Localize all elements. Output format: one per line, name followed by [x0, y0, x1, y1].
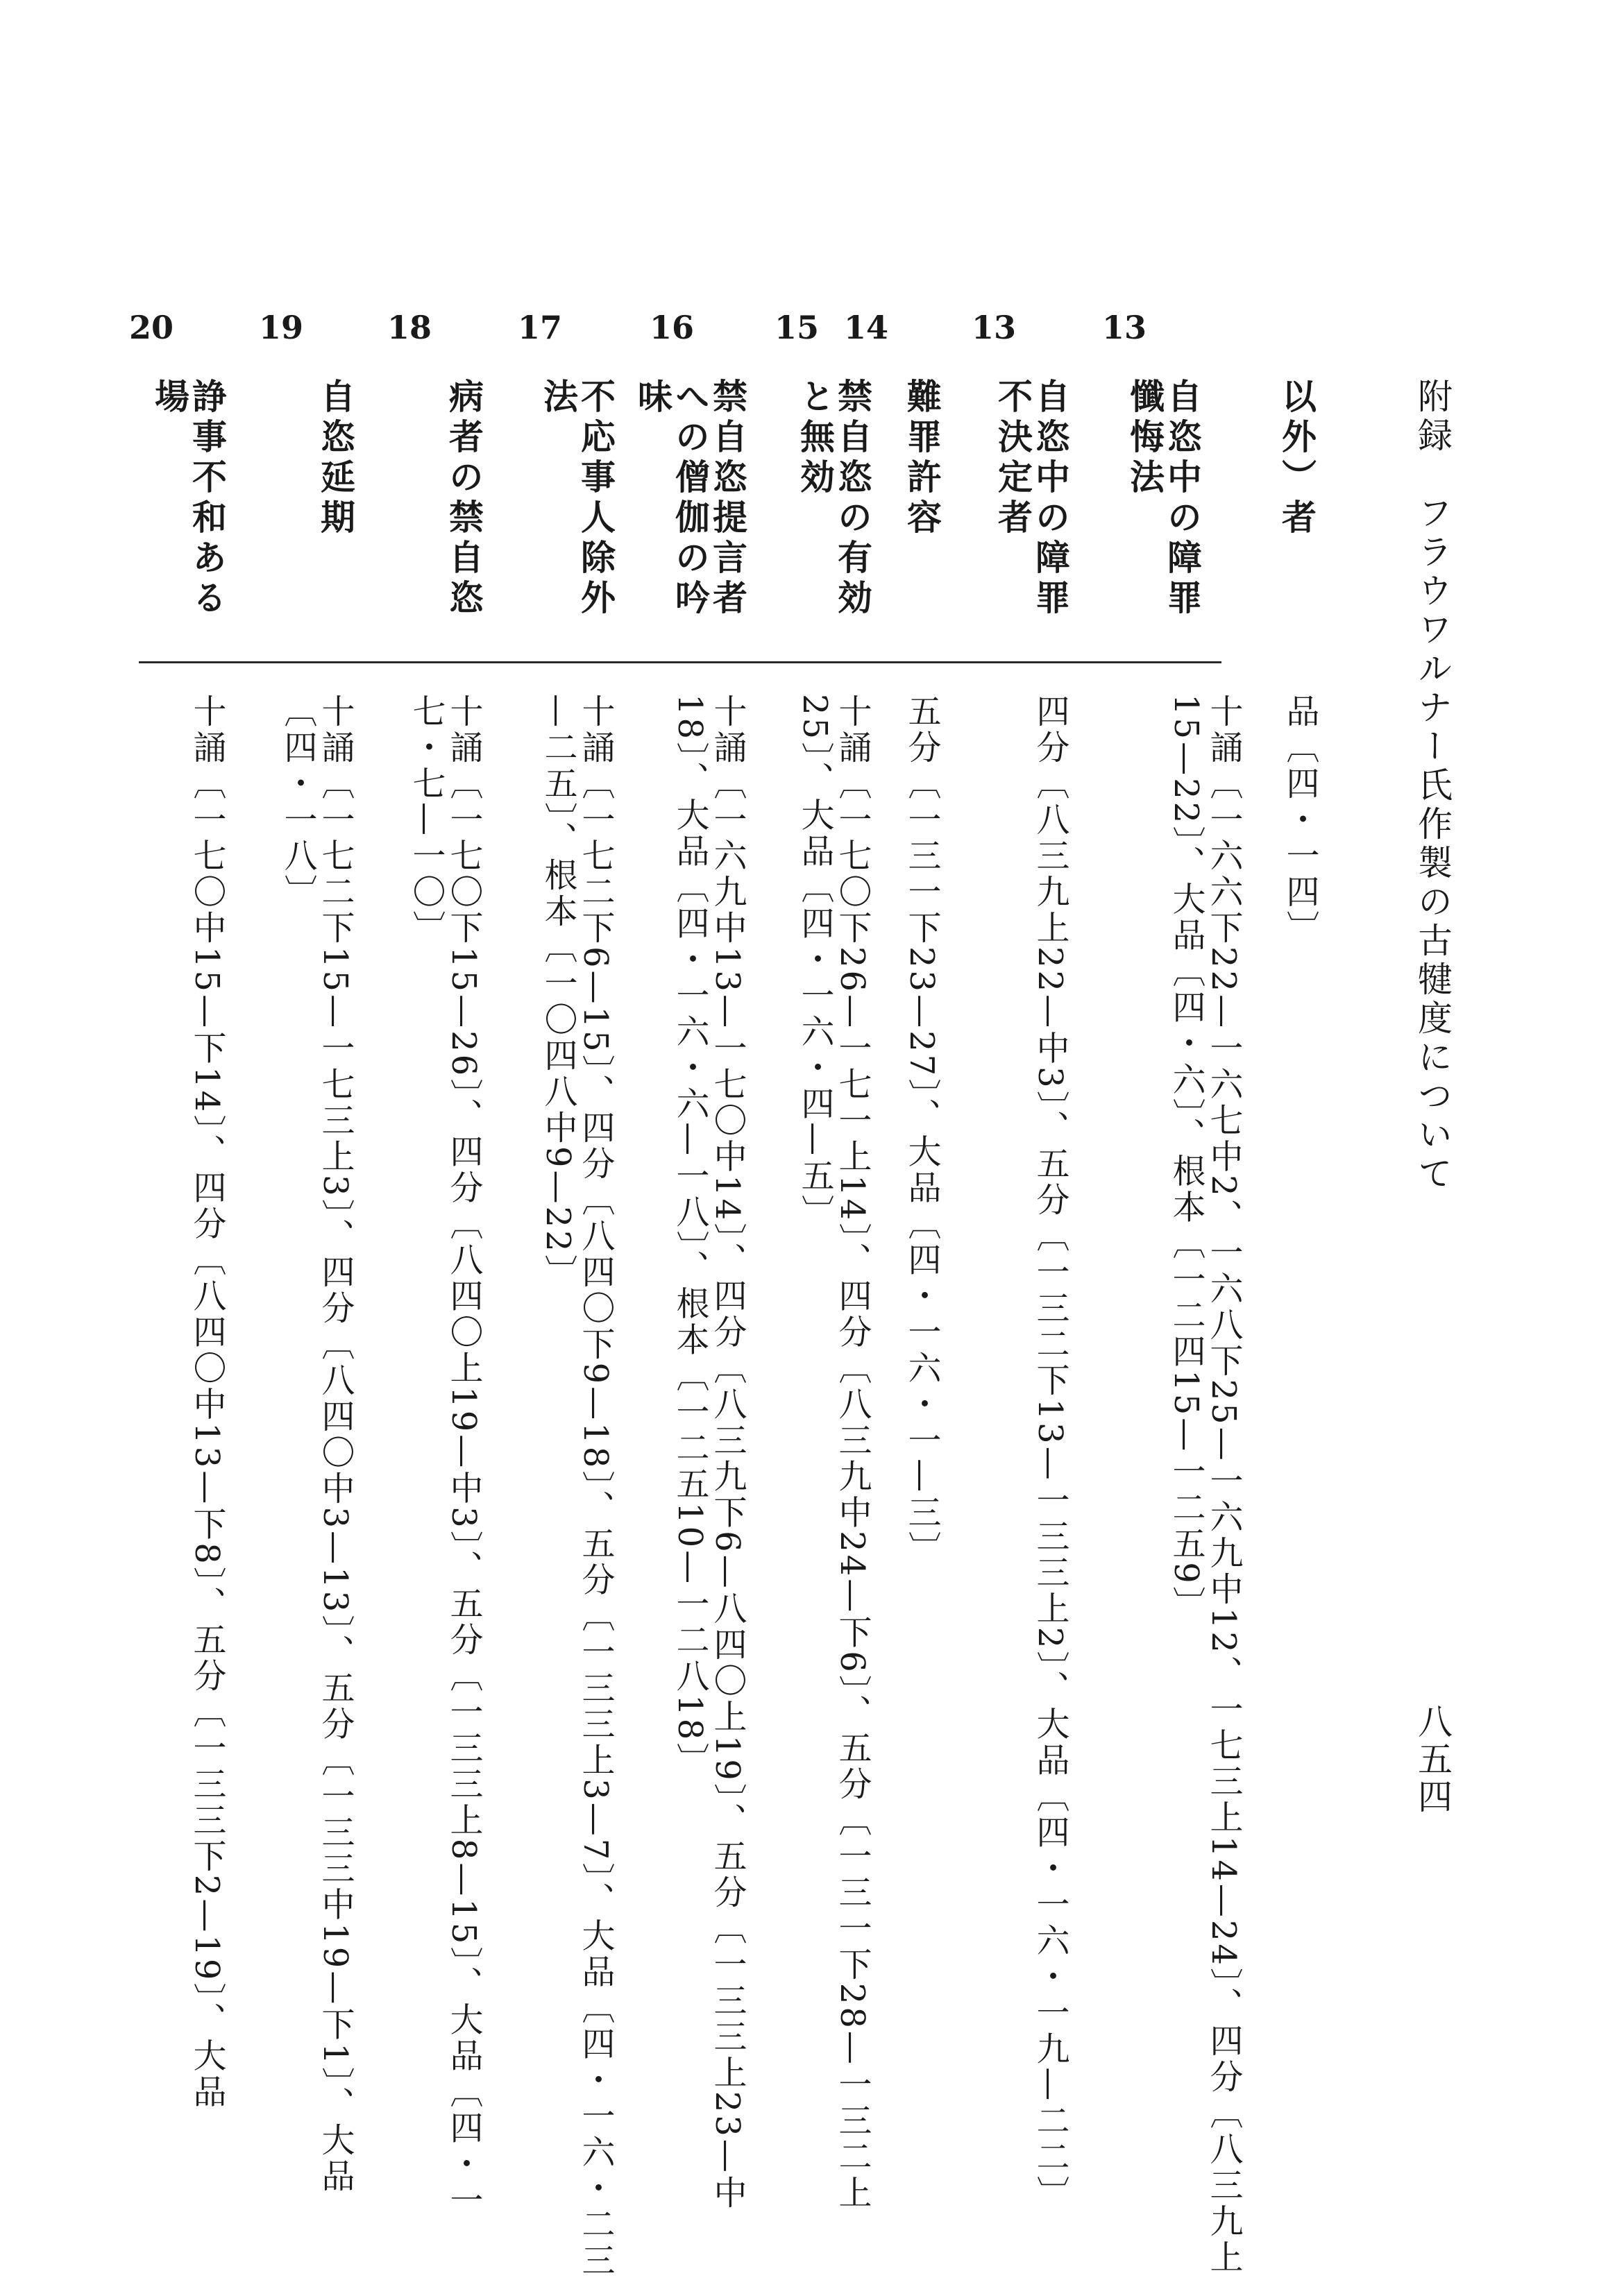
entry-term: 自恣中の障罪不決定者	[992, 378, 1071, 620]
entry-term: 禁自恣の有効と無効	[795, 378, 873, 620]
entry-refs: 十誦〔一七二下15—一七三上3〕、四分〔八四〇中3—13〕、五分〔一三三中19—下1〕、大品〔四・一八〕	[278, 694, 355, 2195]
entry-number: 17	[517, 309, 562, 346]
entry-refs: 十誦〔一七〇下15—26〕、四分〔八四〇上19—中3〕、五分〔一三三上8—15〕、大品〔四・一七・七—一〇〕	[407, 694, 483, 2219]
running-header: 附録 フラウワルナー氏作製の古犍度について	[1412, 378, 1453, 1194]
divider-rule	[139, 661, 1221, 663]
entry-term: 不応事人除外法	[538, 378, 616, 620]
entry-refs: 十誦〔一六九中13—一七〇中14〕、四分〔八三九下6—八四〇上19〕、五分〔一三三上23—中18〕、大品〔四・一六・六—一八〕、根本〔一二五10—一二八18〕	[670, 694, 747, 2211]
entry-term: 禁自恣提言者への僧伽の吟味	[632, 378, 748, 620]
entry-term: 病者の禁自恣	[443, 378, 484, 620]
page-number: 八五四	[1412, 1703, 1453, 1816]
entry-number: 19	[258, 309, 303, 346]
entry-refs: 五分〔一三一下23—27〕、大品〔四・一六・一—三〕	[902, 694, 941, 1567]
entry-term: 自恣延期	[315, 378, 356, 539]
entry-refs: 四分〔八三九上22—中3〕、五分〔一三二下13—一三三上2〕、大品〔四・一六・一九—二二〕	[1031, 694, 1069, 2212]
entry-number: 18	[387, 309, 432, 346]
entry-term: 難罪許容	[902, 378, 942, 539]
entry-refs: 品〔四・一四〕	[1280, 694, 1319, 946]
entry-term: 自恣中の障罪懺悔法	[1124, 378, 1203, 620]
entry-refs: 十誦〔一七〇下26—一七一上14〕、四分〔八三九中24—下6〕、五分〔一三一下28—一三二上25〕、大品〔四・一六・四—五〕	[795, 694, 872, 2211]
entry-term: 以外）者	[1276, 378, 1317, 539]
entry-refs: 十誦〔一六六下22—一六七中2、一六八下25—一六九中12、一七三上14—24〕、四分〔八三九上15—22〕、大品〔四・六〕、根本〔一二四15—一二五9〕	[1167, 694, 1243, 2276]
entry-term: 諍事不和ある場	[149, 378, 228, 620]
entry-number: 16	[649, 309, 694, 346]
entry-number: 13	[971, 309, 1016, 346]
entry-number: 15	[774, 309, 819, 346]
entry-refs: 十誦〔一七〇中15—下14〕、四分〔八四〇中13—下8〕、五分〔一三三下2—19〕、大品	[187, 694, 226, 2111]
entry-refs: 十誦〔一七二下6—15〕、四分〔八四〇下9—18〕、五分〔一三三上3—7〕、大品〔四・一六・二三—二五〕、根本〔一〇四八中9—22〕	[539, 694, 615, 2279]
entry-number: 13	[1101, 309, 1147, 346]
entry-number: 14	[843, 309, 888, 346]
entry-number: 20	[128, 309, 174, 346]
